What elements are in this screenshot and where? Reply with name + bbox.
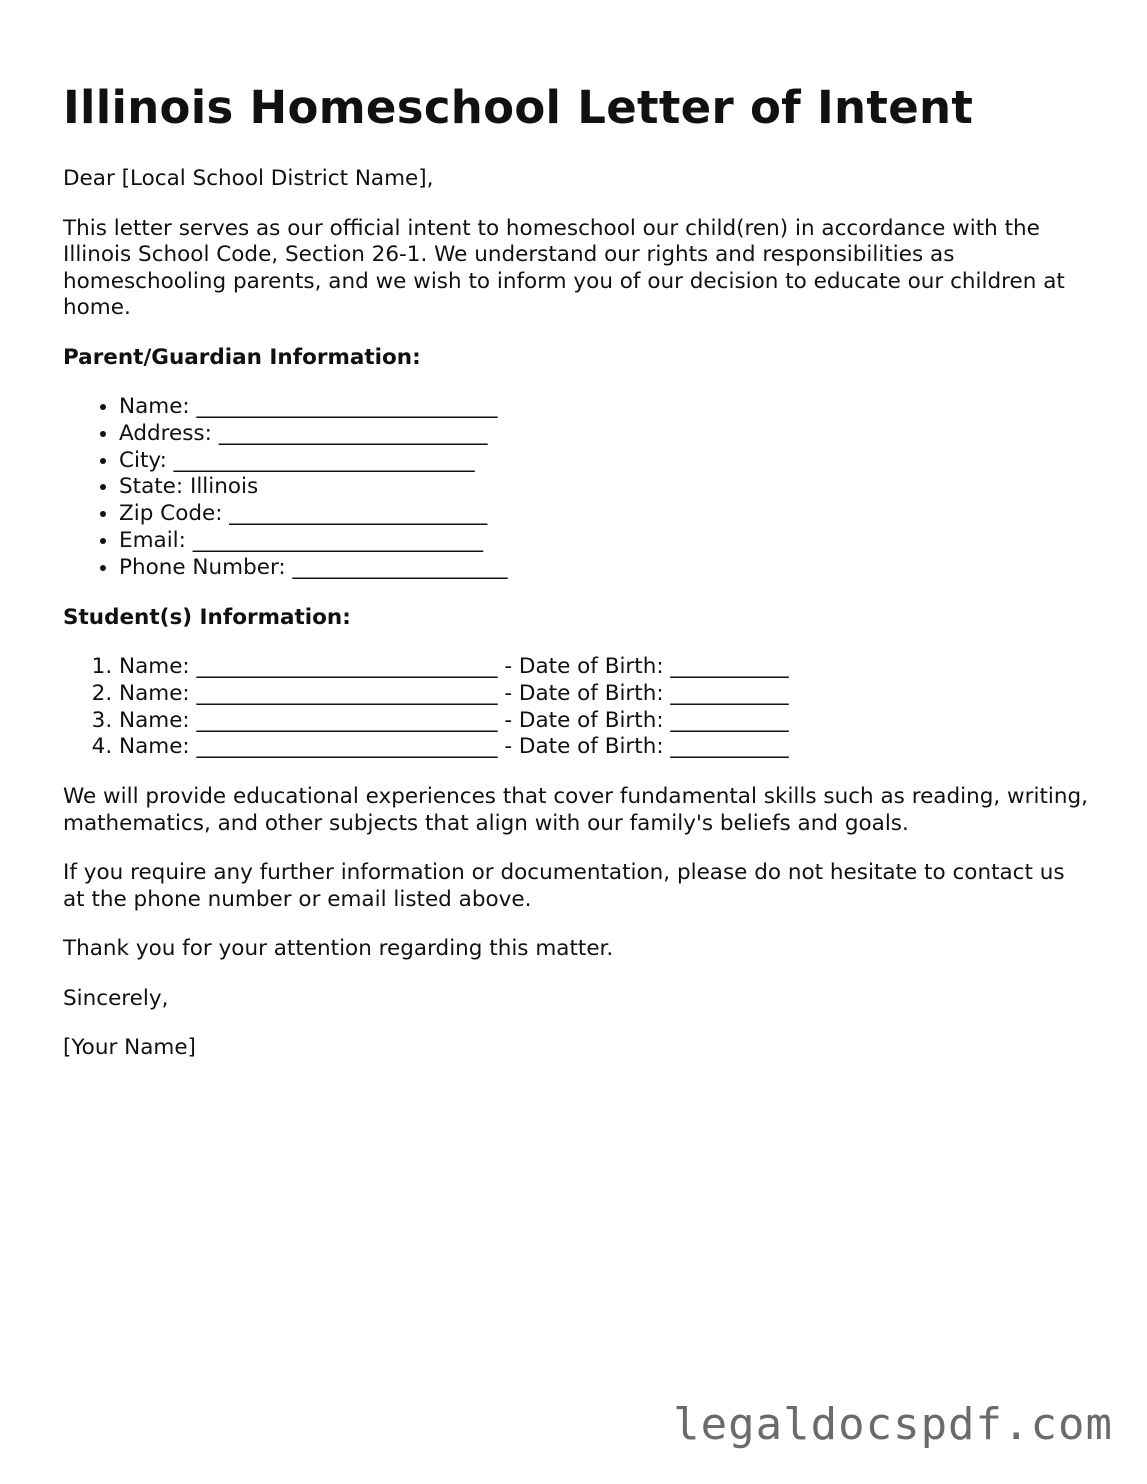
signature-placeholder: [Your Name] [63, 1035, 196, 1061]
parent-info-heading: Parent/Guardian Information: [63, 344, 421, 370]
parent-name-field: • Name: ____________________________ [119, 394, 1093, 421]
watermark: legaldocspdf.com [673, 1399, 1113, 1450]
intro-paragraph: This letter serves as our official intent to homeschool our child(ren) in accordance with the Illinois School Code, Section 26-1. We understand our rights and responsibilities as homeschooling parents, and we wish to inform you of our decision to educate our children at home. [63, 215, 1065, 320]
student-row-2: 2. Name: ____________________________ - Date of Birth: ___________ [119, 681, 1093, 708]
salutation: Dear [Local School District Name], [63, 166, 434, 191]
student-info-heading: Student(s) Information: [63, 604, 351, 630]
parent-address-field: • Address: _________________________ [119, 421, 1093, 448]
student-row-4: 4. Name: ____________________________ - Date of Birth: ___________ [119, 734, 1093, 761]
closing: Sincerely, [63, 985, 169, 1011]
parent-city-field: • City: ____________________________ [119, 448, 1093, 475]
student-info-list [63, 654, 1093, 761]
parent-email-field: • Email: ___________________________ [119, 528, 1093, 555]
parent-info-list [63, 394, 1093, 582]
student-row-1: 1. Name: ____________________________ - Date of Birth: ___________ [119, 654, 1093, 681]
curriculum-paragraph: We will provide educational experiences that cover fundamental skills such as reading, writing, mathematics, and other subjects that align with our family's beliefs and goals. [63, 784, 1088, 836]
parent-phone-field: • Phone Number: ____________________ [119, 555, 1093, 582]
document-title: Illinois Homeschool Letter of Intent [63, 81, 974, 134]
thanks-paragraph: Thank you for your attention regarding this matter. [63, 936, 614, 962]
parent-zip-field: • Zip Code: ________________________ [119, 501, 1093, 528]
student-row-3: 3. Name: ____________________________ - Date of Birth: ___________ [119, 708, 1093, 735]
parent-state-field: • State: Illinois [119, 474, 1093, 501]
letter-document [63, 78, 1093, 1085]
contact-paragraph: If you require any further information or documentation, please do not hesitate to contact us at the phone number or email listed above. [63, 860, 1065, 912]
